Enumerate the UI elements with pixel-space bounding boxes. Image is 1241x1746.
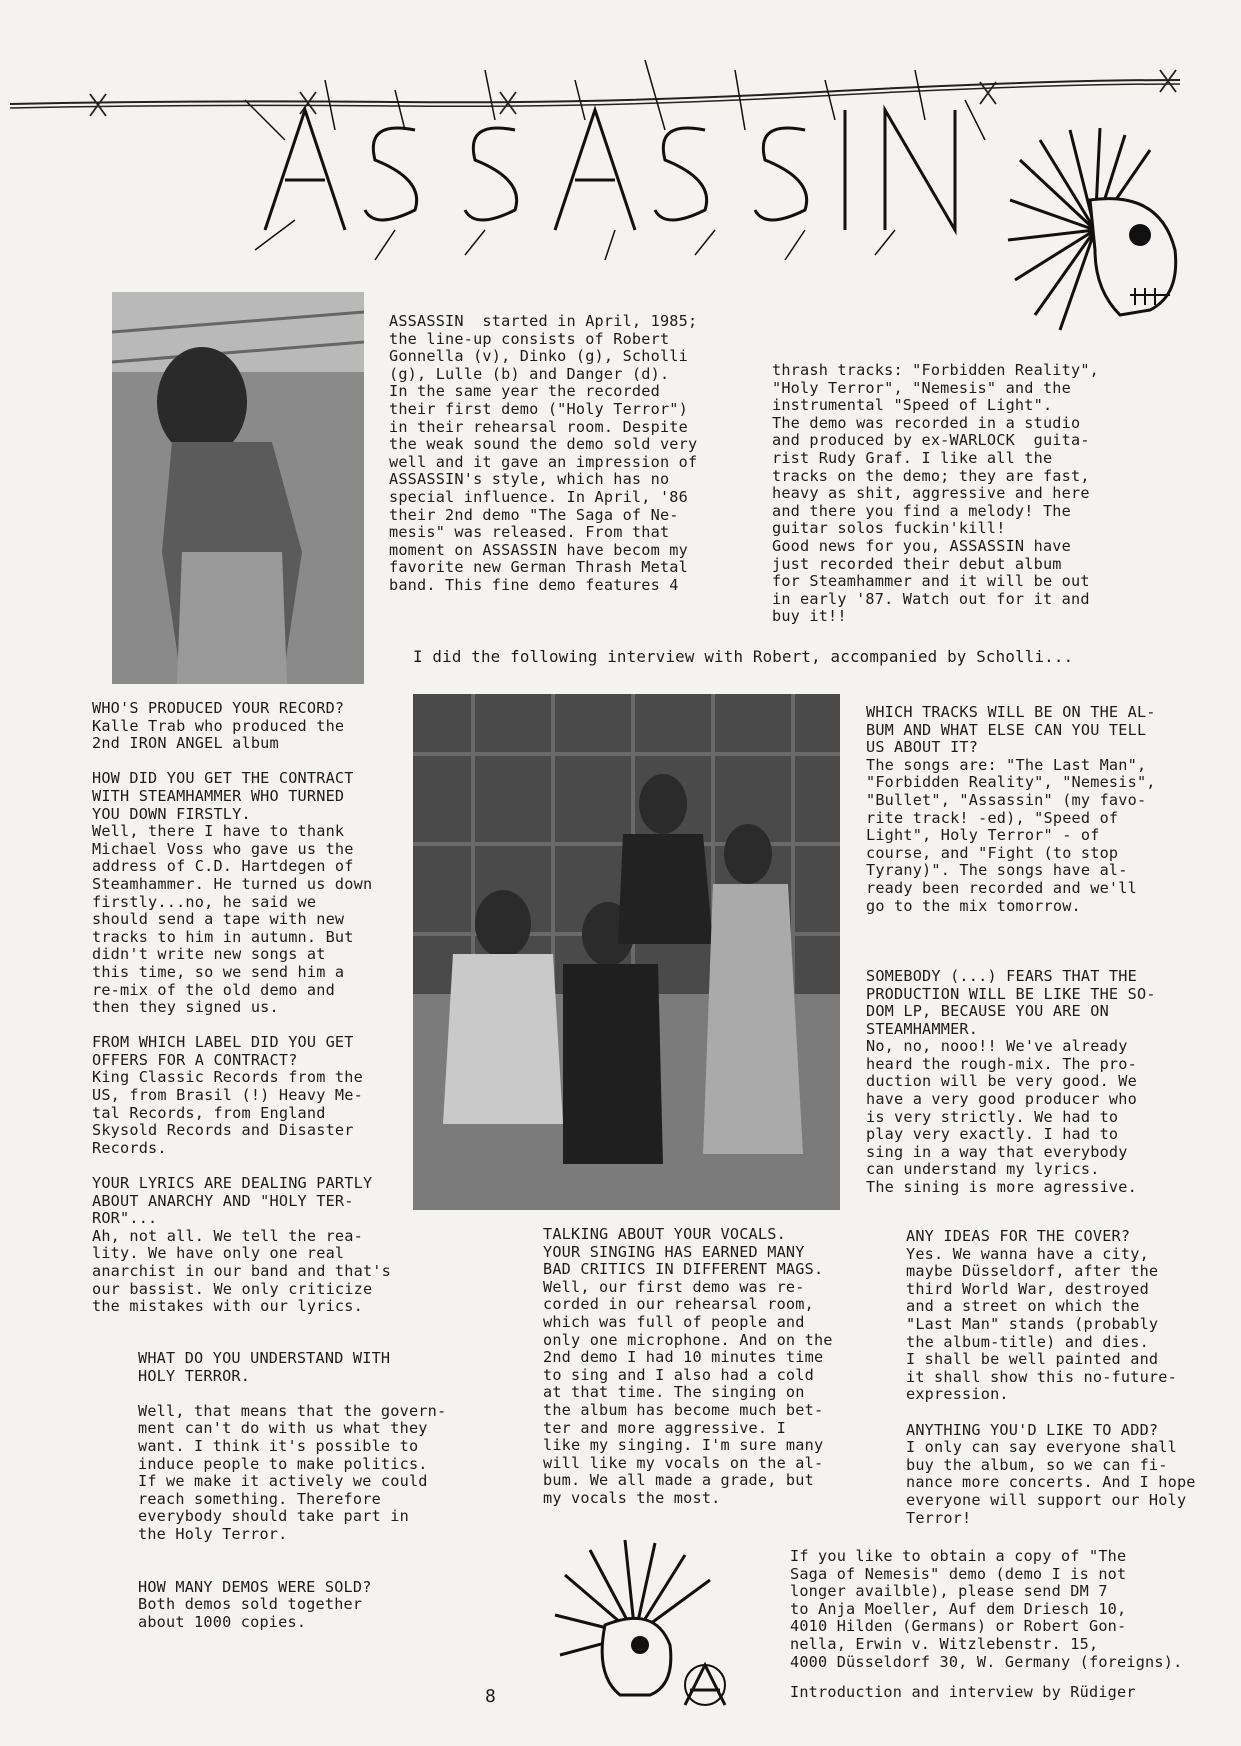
credit-line: Introduction and interview by Rüdiger	[790, 1683, 1136, 1701]
text-line: The demo was recorded in a studio	[772, 413, 1081, 432]
text-line: In the same year the recorded	[389, 382, 660, 401]
text-line	[138, 1561, 446, 1579]
text-line: WHICH TRACKS WILL BE ON THE AL-	[866, 703, 1156, 721]
text-line: just recorded their debut album	[772, 554, 1062, 573]
text-line: is very strictly. We had to	[866, 1107, 1119, 1126]
text-line: want. I think it's possible to	[138, 1436, 419, 1455]
interview-intro-line: I did the following interview with Robert, accompanied by Scholli...	[413, 647, 1074, 666]
text-line: and a street on which the	[906, 1297, 1140, 1316]
text-line: Kalle Trab who produced the	[92, 716, 345, 735]
text-line: reach something. Therefore	[138, 1489, 381, 1508]
text-line: HOW MANY DEMOS WERE SOLD?	[138, 1577, 372, 1596]
text-line: course, and "Fight (to stop	[866, 843, 1119, 862]
text-line: ment can't do with us what they	[138, 1419, 428, 1438]
text-line: I shall be well painted and	[906, 1350, 1159, 1369]
text-line	[92, 1157, 391, 1175]
text-line: our bassist. We only criticize	[92, 1279, 373, 1298]
text-line: "Holy Terror", "Nemesis" and the	[772, 378, 1071, 397]
text-line: ter and more aggressive. I	[543, 1418, 786, 1437]
text-line: at that time. The singing on	[543, 1383, 805, 1402]
text-line: nella, Erwin v. Witzlebenstr. 15,	[790, 1634, 1099, 1653]
text-line: ASSASSIN's style, which has no	[389, 470, 670, 489]
text-line: which was full of people and	[543, 1312, 805, 1331]
text-line: King Classic Records from the	[92, 1068, 363, 1087]
intro-column-1	[389, 313, 697, 595]
intro-column-2	[772, 362, 1099, 626]
text-line: this time, so we send him a	[92, 962, 345, 981]
text-line: it shall show this no-future-	[906, 1367, 1177, 1386]
text-line: If we make it actively we could	[138, 1472, 428, 1491]
text-line: YOU DOWN FIRSTLY.	[92, 804, 251, 823]
text-line: "Forbidden Reality", "Nemesis",	[866, 773, 1156, 792]
text-line: their first demo ("Holy Terror")	[389, 399, 688, 418]
text-line: then they signed us.	[92, 998, 279, 1017]
text-line: longer availble), please send DM 7	[790, 1582, 1108, 1601]
text-line: buy the album, so we can fi-	[906, 1455, 1168, 1474]
text-line: in early '87. Watch out for it and	[772, 589, 1090, 608]
text-line: WHAT DO YOU UNDERSTAND WITH	[138, 1349, 391, 1367]
text-line: well and it gave an impression of	[389, 452, 698, 471]
text-line: WITH STEAMHAMMER WHO TURNED	[92, 786, 345, 805]
text-line: Tyrany)". The songs have al-	[866, 861, 1128, 880]
text-line: YOUR SINGING HAS EARNED MANY	[543, 1242, 805, 1261]
text-line: DOM LP, BECAUSE YOU ARE ON	[866, 1002, 1109, 1021]
order-info	[790, 1548, 1182, 1671]
text-line: nance more concerts. And I hope	[906, 1473, 1196, 1492]
text-line: BUM AND WHAT ELSE CAN YOU TELL	[866, 720, 1147, 739]
text-line: corded in our rehearsal room,	[543, 1295, 814, 1314]
text-line: play very exactly. I had to	[866, 1125, 1119, 1144]
text-line: my vocals the most.	[543, 1488, 721, 1507]
text-line: maybe Düsseldorf, after the	[906, 1262, 1159, 1281]
text-line: HOW DID YOU GET THE CONTRACT	[92, 769, 354, 788]
text-line	[906, 1404, 1196, 1422]
text-line: sing in a way that everybody	[866, 1142, 1128, 1161]
text-line: TALKING ABOUT YOUR VOCALS.	[543, 1225, 786, 1243]
text-line: mesis" was released. From that	[389, 523, 670, 542]
text-line: everyone will support our Holy	[906, 1490, 1187, 1509]
text-line: Saga of Nemesis" demo (demo I is not	[790, 1564, 1127, 1583]
text-line: to Anja Moeller, Auf dem Driesch 10,	[790, 1599, 1127, 1618]
text-line: Skysold Records and Disaster	[92, 1121, 354, 1140]
text-line: Records.	[92, 1138, 167, 1157]
text-line: anarchist in our band and that's	[92, 1262, 391, 1280]
band-photo	[413, 694, 840, 1210]
text-line: 4000 Düsseldorf 30, W. Germany (foreigns).	[790, 1652, 1183, 1671]
text-line: will like my vocals on the al-	[543, 1453, 824, 1472]
text-line: PRODUCTION WILL BE LIKE THE SO-	[866, 984, 1156, 1003]
text-line	[866, 915, 1156, 933]
text-line: like my singing. I'm sure many	[543, 1436, 824, 1455]
text-line: favorite new German Thrash Metal	[389, 558, 688, 577]
text-line: ROR"...	[92, 1209, 158, 1228]
text-line: can understand my lyrics.	[866, 1160, 1100, 1179]
text-line: the mistakes with our lyrics.	[92, 1297, 363, 1316]
text-line: to sing and I also had a cold	[543, 1365, 814, 1384]
text-line: firstly...no, he said we	[92, 892, 317, 911]
text-line: OFFERS FOR A CONTRACT?	[92, 1050, 298, 1069]
text-line: No, no, nooo!! We've already	[866, 1037, 1128, 1056]
text-line: Well, our first demo was re-	[543, 1277, 805, 1296]
text-line: Terror!	[906, 1508, 972, 1527]
text-line: 2nd IRON ANGEL album	[92, 734, 279, 753]
text-line: Steamhammer. He turned us down	[92, 874, 373, 893]
text-line: have a very good producer who	[866, 1090, 1137, 1109]
text-line: Ah, not all. We tell the rea-	[92, 1226, 363, 1245]
text-line: US ABOUT IT?	[866, 738, 979, 757]
text-line	[92, 1017, 391, 1035]
text-line: expression.	[906, 1385, 1009, 1404]
text-line: ASSASSIN started in April, 1985;	[389, 312, 698, 330]
text-line: and produced by ex-WARLOCK guita-	[772, 431, 1090, 450]
text-line: the album-title) and dies.	[906, 1332, 1149, 1351]
text-line: WHO'S PRODUCED YOUR RECORD?	[92, 699, 345, 717]
text-line: buy it!!	[772, 607, 847, 626]
text-line: Light", Holy Terror" - of	[866, 826, 1100, 845]
text-line	[866, 933, 1156, 951]
text-line: should send a tape with new	[92, 910, 345, 929]
page-number: 8	[485, 1686, 496, 1707]
text-line: and there you find a melody! The	[772, 501, 1071, 520]
text-line: duction will be very good. We	[866, 1072, 1137, 1091]
text-line: address of C.D. Hartdegen of	[92, 857, 354, 876]
text-line: "Bullet", "Assassin" (my favo-	[866, 790, 1147, 809]
text-line: didn't write new songs at	[92, 945, 326, 964]
text-line: the Holy Terror.	[138, 1524, 288, 1543]
text-line: guitar solos fuckin'kill!	[772, 519, 1006, 538]
text-line: the line-up consists of Robert	[389, 329, 670, 348]
anarchy-skull-icon	[545, 1535, 745, 1715]
right-column-2	[906, 1228, 1196, 1527]
text-line: BAD CRITICS IN DIFFERENT MAGS.	[543, 1260, 824, 1279]
text-line: band. This fine demo features 4	[389, 575, 679, 594]
text-line: SOMEBODY (...) FEARS THAT THE	[866, 966, 1137, 985]
text-line: rist Rudy Graf. I like all the	[772, 448, 1053, 467]
text-line: Yes. We wanna have a city,	[906, 1244, 1149, 1263]
text-line: Good news for you, ASSASSIN have	[772, 536, 1071, 555]
text-line: Well, that means that the govern-	[138, 1401, 447, 1420]
text-line: 2nd demo I had 10 minutes time	[543, 1348, 824, 1367]
text-line: heard the rough-mix. The pro-	[866, 1054, 1137, 1073]
text-line: thrash tracks: "Forbidden Reality",	[772, 361, 1100, 379]
text-line: for Steamhammer and it will be out	[772, 572, 1090, 591]
text-line: tracks to him in autumn. But	[92, 927, 354, 946]
text-line: "Last Man" stands (probably	[906, 1314, 1159, 1333]
text-line: YOUR LYRICS ARE DEALING PARTLY	[92, 1174, 373, 1193]
text-line: third World War, destroyed	[906, 1279, 1149, 1298]
band-logo-icon	[225, 40, 1005, 280]
text-line: about 1000 copies.	[138, 1612, 307, 1631]
text-line: moment on ASSASSIN have becom my	[389, 540, 688, 559]
text-line: Well, there I have to thank	[92, 822, 345, 841]
text-line: ready been recorded and we'll	[866, 878, 1137, 897]
text-line: US, from Brasil (!) Heavy Me-	[92, 1086, 363, 1105]
mohawk-skull-icon	[1000, 120, 1190, 340]
text-line: the weak sound the demo sold very	[389, 435, 698, 454]
left-column-2	[138, 1350, 446, 1632]
text-line: lity. We have only one real	[92, 1244, 345, 1263]
text-line: STEAMHAMMER.	[866, 1019, 979, 1038]
text-line: (g), Lulle (b) and Danger (d).	[389, 364, 670, 383]
text-line: tracks on the demo; they are fast,	[772, 466, 1090, 485]
text-line: special influence. In April, '86	[389, 487, 688, 506]
text-line: go to the mix tomorrow.	[866, 896, 1081, 915]
text-line: everybody should take part in	[138, 1507, 409, 1526]
text-line	[92, 753, 391, 771]
text-line: only one microphone. And on the	[543, 1330, 833, 1349]
text-line: FROM WHICH LABEL DID YOU GET	[92, 1033, 354, 1052]
text-line: re-mix of the old demo and	[92, 980, 335, 999]
text-line: their 2nd demo "The Saga of Ne-	[389, 505, 679, 524]
middle-column	[543, 1226, 833, 1508]
text-line: If you like to obtain a copy of "The	[790, 1547, 1127, 1565]
text-line: Michael Voss who gave us the	[92, 839, 354, 858]
text-line	[866, 950, 1156, 968]
text-line	[138, 1544, 446, 1562]
text-line: The sining is more agressive.	[866, 1178, 1137, 1197]
text-line: ANY IDEAS FOR THE COVER?	[906, 1227, 1131, 1245]
text-line	[138, 1385, 446, 1403]
right-column	[866, 704, 1156, 1197]
text-line: The songs are: "The Last Man",	[866, 755, 1147, 774]
text-line: rite track! -ed), "Speed of	[866, 808, 1119, 827]
left-column	[92, 700, 391, 1316]
text-line: heavy as shit, aggressive and here	[772, 484, 1090, 503]
text-line: I only can say everyone shall	[906, 1438, 1177, 1457]
text-line: tal Records, from England	[92, 1103, 326, 1122]
singer-photo	[112, 292, 364, 684]
text-line: Gonnella (v), Dinko (g), Scholli	[389, 347, 688, 366]
text-line: 4010 Hilden (Germans) or Robert Gon-	[790, 1617, 1127, 1636]
text-line: in their rehearsal room. Despite	[389, 417, 688, 436]
text-line: induce people to make politics.	[138, 1454, 428, 1473]
text-line: ANYTHING YOU'D LIKE TO ADD?	[906, 1420, 1159, 1439]
text-line: instrumental "Speed of Light".	[772, 396, 1053, 415]
text-line: Both demos sold together	[138, 1595, 363, 1614]
text-line: HOLY TERROR.	[138, 1366, 251, 1385]
text-line: ABOUT ANARCHY AND "HOLY TER-	[92, 1191, 354, 1210]
text-line: the album has become much bet-	[543, 1400, 824, 1419]
text-line: bum. We all made a grade, but	[543, 1471, 814, 1490]
